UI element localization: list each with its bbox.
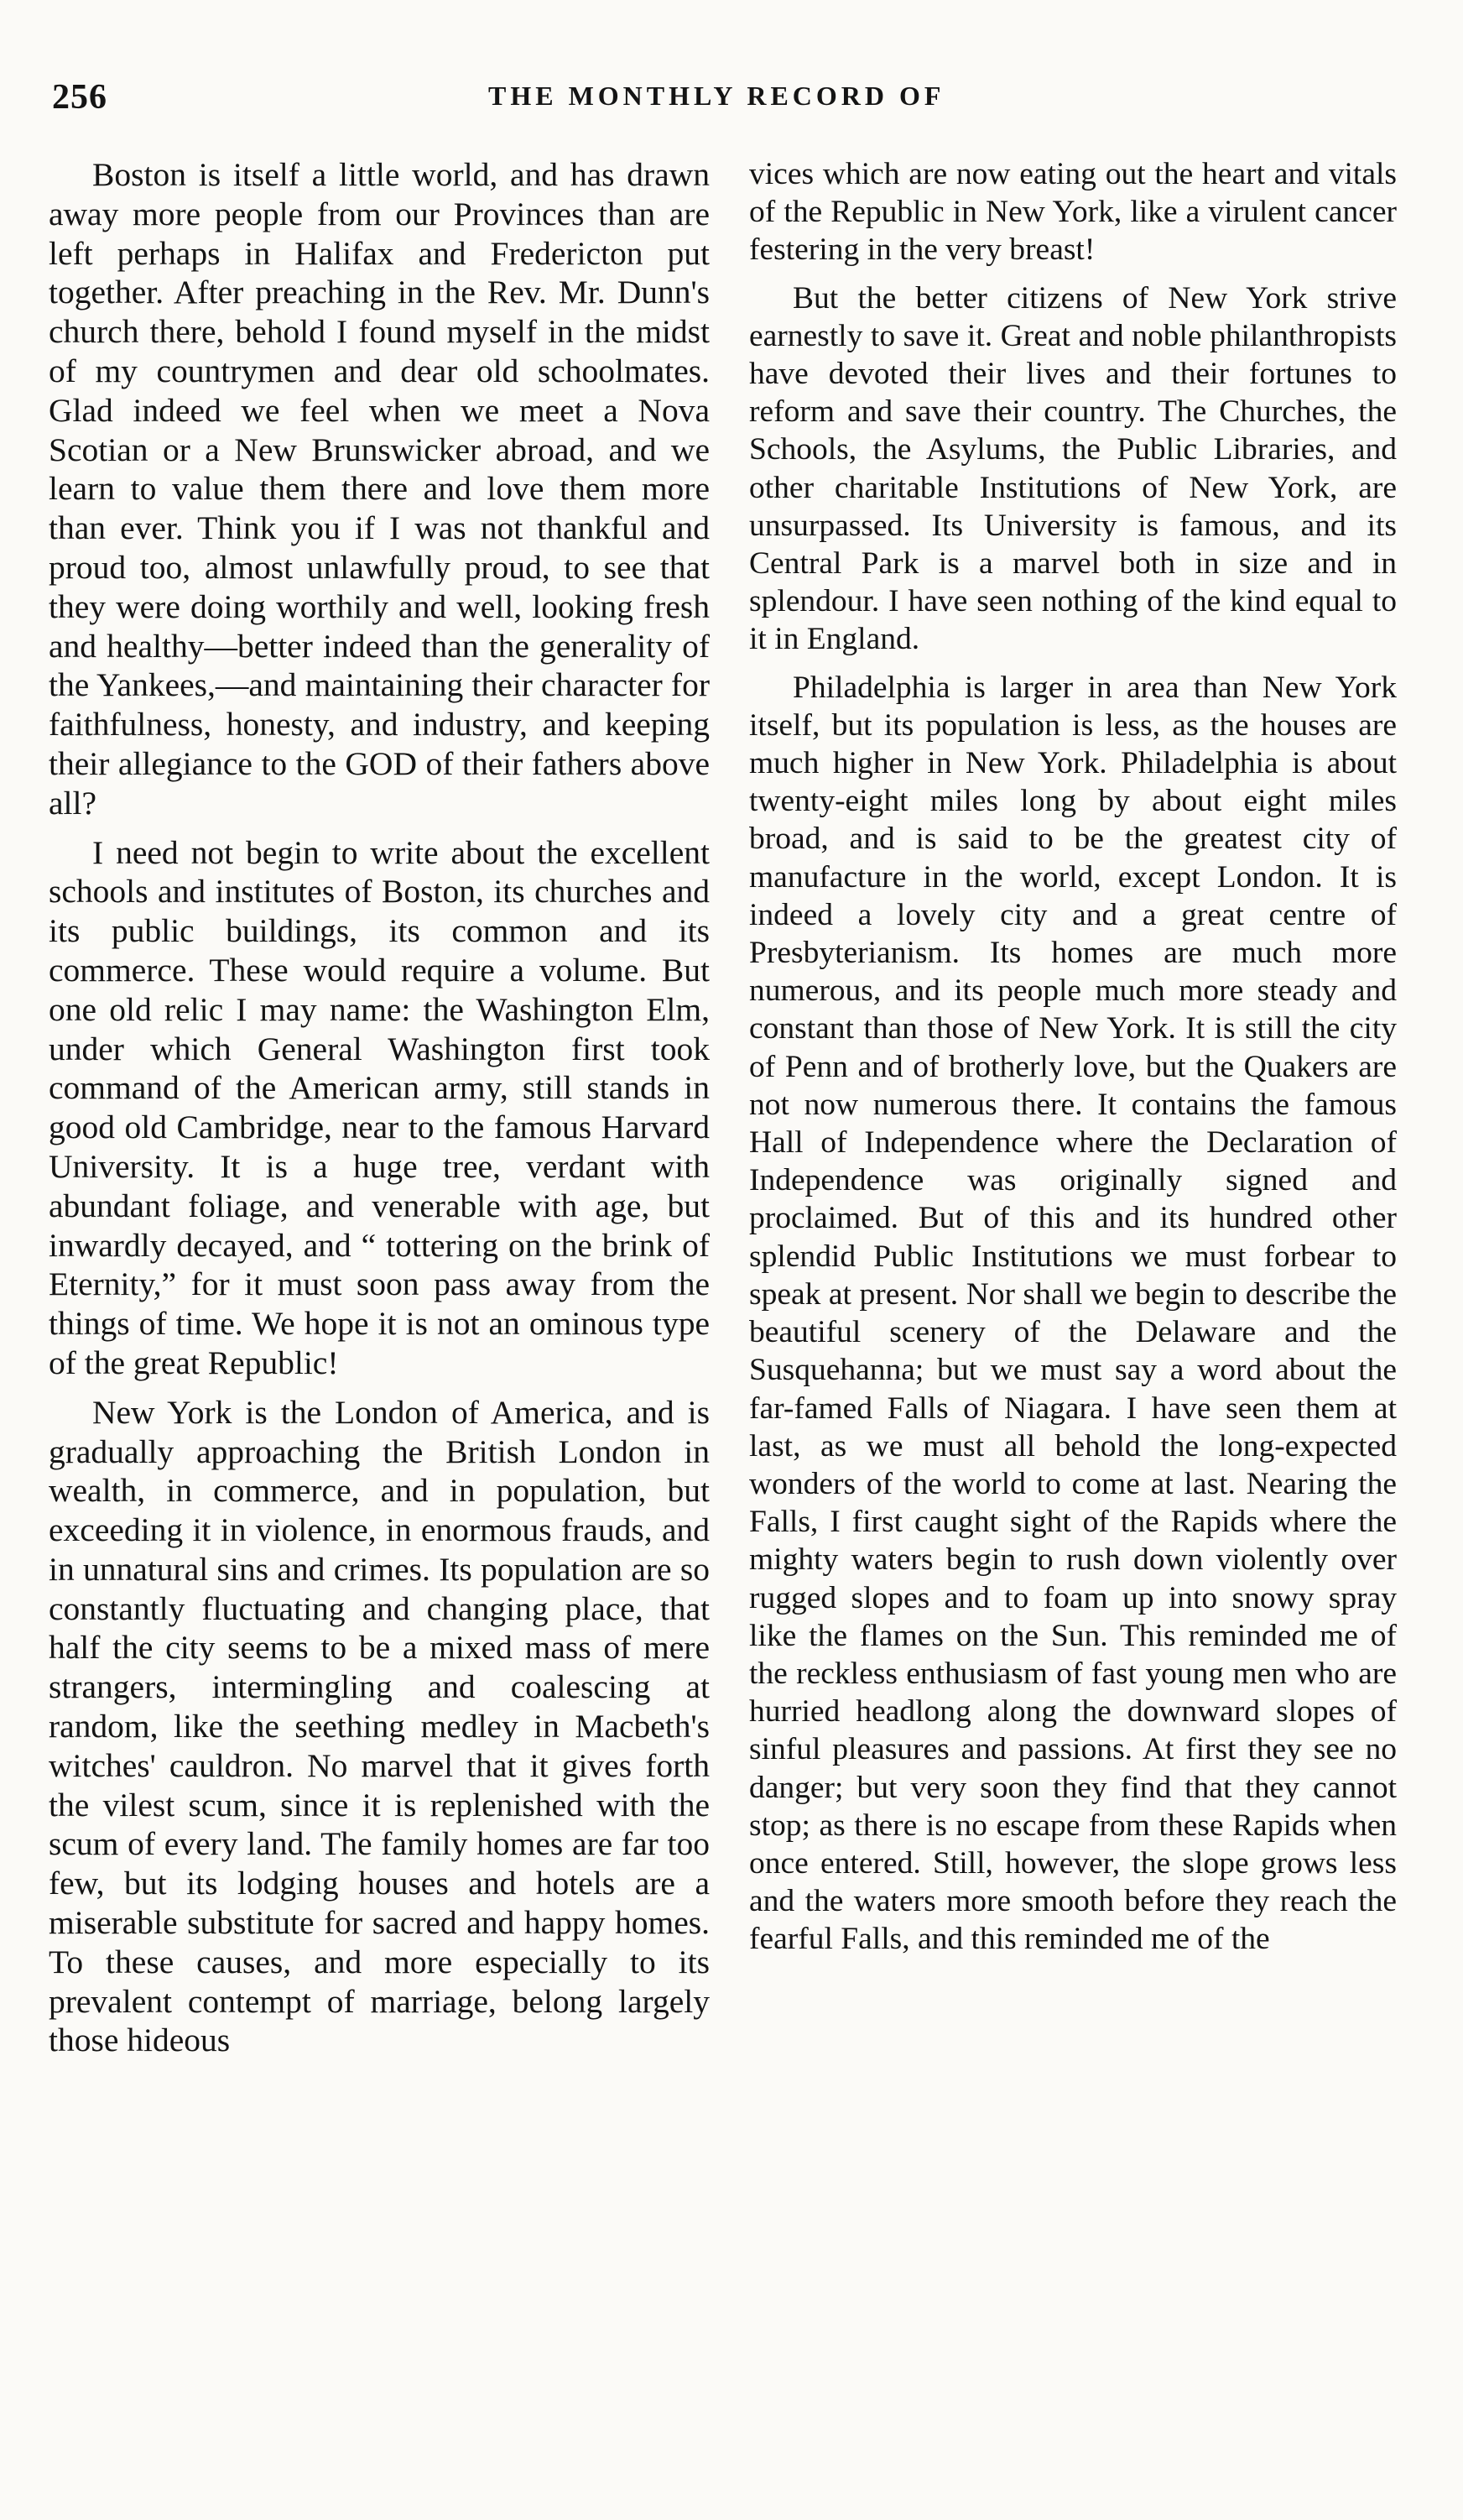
right-column [749,155,1397,2446]
paragraph: But the better citizens of New York strive earnestly to save it. Great and noble philanthropists have devoted their lives and their fortunes to reform and save their country. The Churches, the Schools, the Asylums, the Public Libraries, and other charitable Institutions of New York, are unsurpassed. Its University is famous, and its Central Park is a marvel both in size and in splendour. I have seen nothing of the kind equal to it in England. [749,280,1397,657]
running-head: THE MONTHLY RECORD OF [488,81,945,111]
text-columns [49,155,1397,2446]
paragraph: Boston is itself a little world, and has drawn away more people from our Provinces than are left perhaps in Halifax and Fredericton put together. After preaching in the Rev. Mr. Dunn's church there, behold I found myself in the midst of my countrymen and dear old schoolmates. Glad indeed we feel when we meet a Nova Scotian or a New Brunswicker abroad, and we learn to value them there and love them more than ever. Think you if I was not thankful and proud too, almost unlawfully proud, to see that they were doing worthily and well, looking fresh and healthy—better indeed than the generality of the Yankees,—and maintaining their character for faithfulness, honesty, and industry, and keeping their allegiance to the GOD of their fathers above all? [49,156,710,822]
paragraph: Philadelphia is larger in area than New York itself, but its population is less, as the houses are much higher in New York. Philadelphia is about twenty-eight miles long by about eight miles broad, and is said to be the greatest city of manufacture in the world, except London. It is indeed a lovely city and a great centre of Presbyterianism. Its homes are much more numerous, and its people much more steady and constant than those of New York. It is still the city of Penn and of brotherly love, but the Quakers are not now numerous there. It contains the famous Hall of Independence where the Declaration of Independence was originally signed and proclaimed. But of this and its hundred other splendid Public Institutions we must forbear to speak at present. Nor shall we begin to describe the beautiful scenery of the Delaware and the Susquehanna; but we must say a word about the far-famed Falls of Niagara. I have seen them at last, as we must all behold the long-expected wonders of the world to come at last. Nearing the Falls, I first caught sight of the Rapids where the mighty waters begin to rush down violently over rugged slopes and to foam up into snowy spray like the flames on the Sun. This reminded me of the reckless enthusiasm of fast young men who are hurried headlong along the downward slopes of sinful pleasures and passions. At first they see no danger; but very soon they find that they cannot stop; as there is no escape from these Rapids when once entered. Still, however, the slope grows less and the waters more smooth before they reach the fearful Falls, and this reminded me of the [749,670,1397,1957]
left-column [49,155,710,2446]
page-number: 256 [52,78,107,117]
paragraph-continued: vices which are now eating out the heart and vitals of the Republic in New York, like a virulent cancer festering in the very breast! [749,157,1397,268]
paragraph: New York is the London of America, and is gradually approaching the British London in wealth, in commerce, and in population, but exceeding it in violence, in enormous frauds, and in unnatural sins and crimes. Its population are so constantly fluctuating and changing place, that half the city seems to be a mixed mass of mere strangers, intermingling and coalescing at random, like the seething medley in Macbeth's witches' cauldron. No marvel that it gives forth the vilest scum, since it is replenished with the scum of every land. The family homes are far too few, but its lodging houses and hotels are a miserable substitute for sacred and happy homes. To these causes, and more especially to its prevalent contempt of marriage, belong largely those hideous [49,1393,710,2059]
paragraph: I need not begin to write about the excellent schools and institutes of Boston, its churches and its public buildings, its common and its commerce. These would require a volume. But one old relic I may name: the Washington Elm, under which General Washington first took command of the American army, still stands in good old Cambridge, near to the famous Harvard University. It is a huge tree, verdant with abundant foliage, and venerable with age, but inwardly decayed, and “ tottering on the brink of Eternity,” for it must soon pass away from the things of time. We hope it is not an ominous type of the great Republic! [49,833,710,1381]
page-header [52,77,1377,128]
